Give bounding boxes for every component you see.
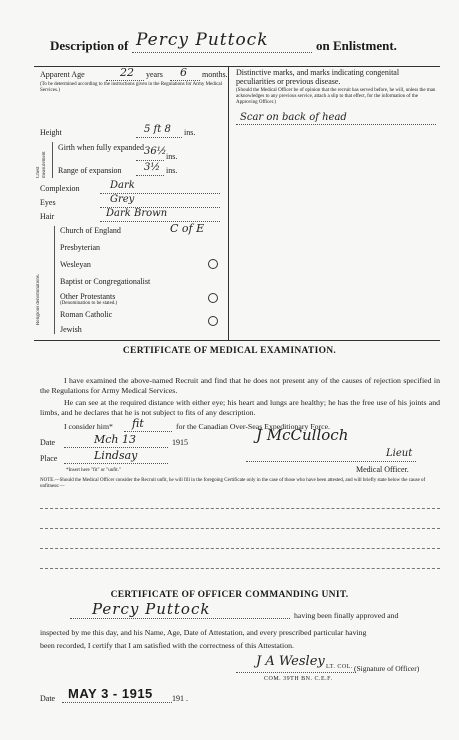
- officer-date-label: Date: [40, 694, 56, 703]
- medical-date-label: Date: [40, 438, 56, 447]
- apparent-age-label: Apparent Age: [40, 70, 85, 79]
- marks-value: Scar on back of head: [240, 112, 347, 123]
- religion-item: Roman Catholic: [60, 310, 113, 319]
- medical-para1: I have examined the above-named Recruit and find that he does not present any of the causes of rejection specified in the Regulations for Army Medical Services.: [40, 376, 440, 395]
- religion-item: Other Protestants: [60, 292, 116, 301]
- officer-signature-label: (Signature of Officer): [354, 664, 420, 673]
- unfitness-line: [40, 548, 440, 549]
- consider-suffix: for the Canadian Over-Seas Expeditionary Force.: [176, 422, 330, 431]
- age-months: 6: [180, 66, 187, 79]
- religion-check-circle: [208, 259, 218, 269]
- officer-rank-stamp: LT. COL.: [326, 664, 353, 670]
- officer-cert-name: Percy Puttock: [92, 600, 211, 618]
- recruit-name: Percy Puttock: [136, 30, 269, 50]
- officer-cert-line3: been recorded, I certify that I am satisfied with the correctness of this Attestation.: [40, 641, 294, 650]
- religion-list: [60, 222, 226, 336]
- religion-other-note: (Denomination to be stated.): [60, 301, 118, 306]
- eyes-label: Eyes: [40, 198, 56, 207]
- officer-cert-line1: having been finally approved and: [294, 611, 399, 620]
- height-value: 5 ft 8: [144, 124, 171, 135]
- medical-para2: He can see at the required distance with either eye; his heart and lungs are healthy; he has the free use of his joints and limbs, and he declares that he is not subject to fits of any description.: [40, 398, 440, 417]
- medical-heading: CERTIFICATE OF MEDICAL EXAMINATION.: [122, 346, 337, 356]
- religion-check-circle: [208, 293, 218, 303]
- range-unit: ins.: [166, 166, 178, 175]
- hair-label: Hair: [40, 212, 55, 221]
- medical-officer-label: Medical Officer.: [356, 465, 409, 474]
- consider-value: fit: [132, 417, 144, 430]
- girth-label: Girth when fully expanded: [58, 143, 144, 152]
- officer-year-suffix: 191 .: [172, 694, 188, 703]
- religion-item: Presbyterian: [60, 243, 100, 252]
- religion-check-circle: [208, 316, 218, 326]
- medical-note: NOTE.—Should the Medical Officer consider the Recruit unfit, he will fill in the foregoing Certificate only in the case of those who have been attested, and will briefly state below the cause of unfitness:—: [40, 478, 426, 489]
- medical-officer-signature: J McCulloch: [256, 426, 349, 444]
- unfitness-line: [40, 528, 440, 529]
- hair-value: Dark Brown: [106, 208, 168, 219]
- title-prefix: Description of: [50, 38, 129, 53]
- religion-item: [60, 222, 226, 240]
- months-label: months.: [202, 70, 228, 79]
- medical-place-label: Place: [40, 454, 58, 463]
- medical-date-value: Mch 13: [94, 433, 137, 446]
- marks-note: (Should the Medical Officer be of opinion that the recruit has served before, he will, unless the man acknowledges to any previous service, attach a slip to that effect, for the information of the Approving Officer.): [236, 88, 436, 105]
- range-label: Range of expansion: [58, 166, 122, 175]
- commanding-officer-signature: J A Wesley: [256, 654, 325, 669]
- age-years: 22: [120, 66, 134, 79]
- girth-unit: ins.: [166, 152, 178, 161]
- eyes-value: Grey: [110, 194, 135, 205]
- religion-item: Baptist or Congregationalist: [60, 277, 151, 286]
- chest-label: Chest measurement: [36, 151, 47, 178]
- title-suffix: on Enlistment.: [316, 38, 397, 53]
- religion-item-label: Church of England: [60, 226, 121, 235]
- consider-prefix: I consider him*: [64, 422, 113, 431]
- page-title: [40, 30, 440, 56]
- officer-unit-stamp: COM. 39TH BN. C.E.F.: [264, 676, 333, 682]
- age-note: (To be determined according to the instructions given in the Regulations for Army Medical Services.): [40, 82, 222, 93]
- medical-officer-rank: Lieut: [386, 448, 413, 459]
- insert-note: *Insert here "fit" or "unfit.": [66, 468, 121, 473]
- unfitness-line: [40, 568, 440, 569]
- officer-date-stamp: MAY 3 - 1915: [68, 686, 153, 701]
- officer-cert-line2: inspected by me this day, and his Name, Age, Date of Attestation, and every prescribed particular having: [40, 628, 367, 637]
- girth-value: 36½: [144, 146, 167, 157]
- years-label: years: [146, 70, 163, 79]
- officer-cert-heading: CERTIFICATE OF OFFICER COMMANDING UNIT.: [110, 590, 349, 600]
- complexion-label: Complexion: [40, 184, 80, 193]
- religion-item-value: C of E: [170, 222, 205, 235]
- religion-item: Wesleyan: [60, 260, 91, 269]
- medical-place-value: Lindsay: [94, 449, 138, 462]
- religion-side-label: Religious denominations.: [36, 273, 41, 325]
- complexion-value: Dark: [110, 180, 135, 191]
- height-label: Height: [40, 128, 62, 137]
- height-unit: ins.: [184, 128, 196, 137]
- range-value: 3½: [144, 162, 161, 173]
- marks-heading: Distinctive marks, and marks indicating congenital peculiarities or previous disease.: [236, 68, 400, 86]
- medical-year: 1915: [172, 438, 188, 447]
- unfitness-line: [40, 508, 440, 509]
- religion-item: Jewish: [60, 325, 82, 334]
